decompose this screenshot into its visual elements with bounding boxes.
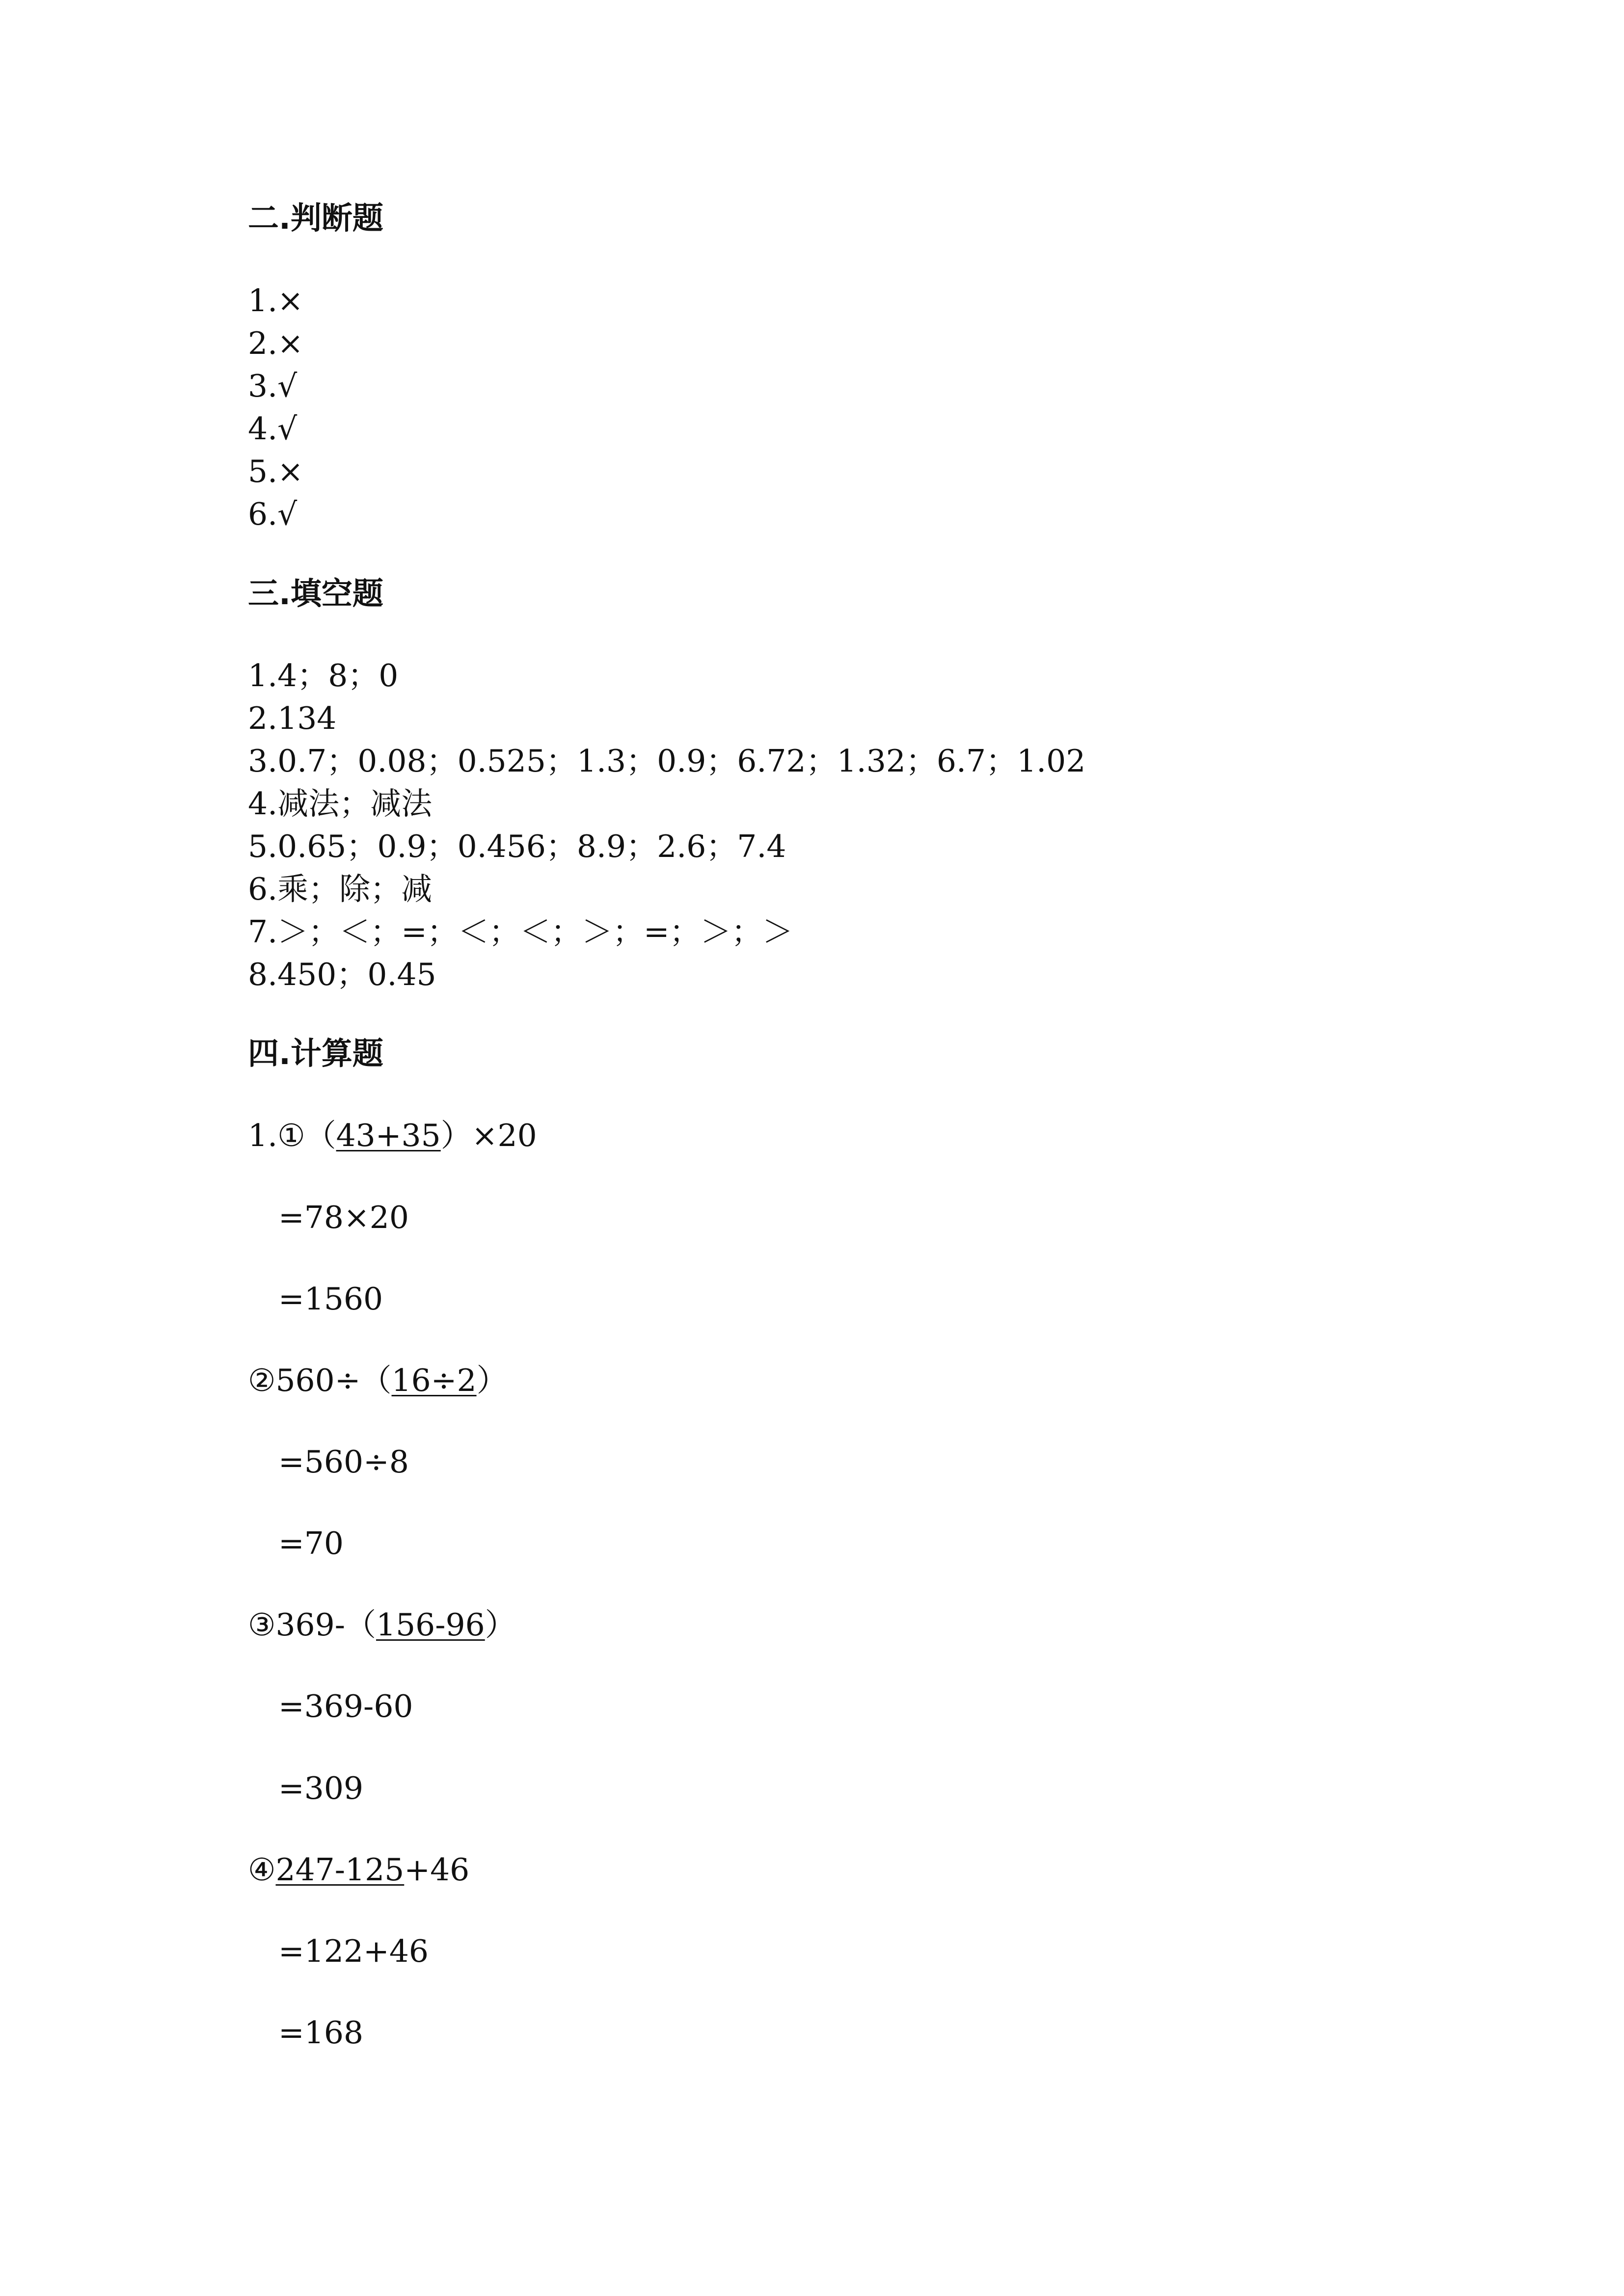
- expr-suffix: ）: [485, 1607, 516, 1643]
- section-heading-calculation: 四.计算题: [248, 1036, 383, 1071]
- calc-expression: [248, 1605, 516, 1645]
- answer-item: 8.450；0.45: [248, 957, 436, 992]
- expr-underlined: 247-125: [275, 1852, 405, 1888]
- section-heading-judgement: 二.判断题: [248, 200, 383, 236]
- calc-expression: [248, 1116, 537, 1155]
- expr-underlined: 156-96: [376, 1607, 485, 1643]
- expr-suffix: ）×20: [440, 1118, 537, 1153]
- answer-item: 2.134: [248, 700, 337, 736]
- calc-step: =70: [278, 1525, 344, 1561]
- expr-underlined: 43+35: [336, 1118, 441, 1153]
- expr-prefix: 1.①（: [248, 1118, 336, 1153]
- answer-item: 2.×: [248, 325, 303, 361]
- expr-underlined: 16÷2: [391, 1362, 477, 1398]
- calc-step: =369-60: [278, 1688, 413, 1724]
- answer-item: 3.0.7；0.08；0.525；1.3；0.9；6.72；1.32；6.7；1.02: [248, 743, 1086, 779]
- answer-item: 5.0.65；0.9；0.456；8.9；2.6；7.4: [248, 828, 786, 864]
- expr-prefix: ④: [248, 1852, 276, 1888]
- calc-step: =78×20: [278, 1200, 409, 1235]
- answer-item: 3.√: [248, 368, 298, 404]
- expr-prefix: ③369-（: [248, 1607, 377, 1643]
- answer-item: 6.乘；除；减: [248, 871, 433, 907]
- calc-expression: [248, 1850, 469, 1890]
- answer-item: 4.√: [248, 411, 298, 447]
- answer-item: 7.＞；＜；=；＜；＜；＞；=；＞；＞: [248, 914, 793, 950]
- calc-step: =309: [278, 1770, 364, 1806]
- section-heading-fill-blank: 三.填空题: [248, 576, 383, 612]
- calc-step: =560÷8: [278, 1444, 409, 1480]
- calc-step: =168: [278, 2015, 364, 2051]
- answer-item: 1.4；8；0: [248, 658, 399, 694]
- answer-item: 4.减法；减法: [248, 786, 433, 822]
- answer-item: 1.×: [248, 283, 303, 319]
- expr-prefix: ②560÷（: [248, 1362, 392, 1398]
- expr-suffix: +46: [404, 1852, 470, 1888]
- expr-suffix: ）: [476, 1362, 508, 1398]
- answer-item: 6.√: [248, 496, 298, 532]
- calc-step: =122+46: [278, 1933, 429, 1969]
- answer-item: 5.×: [248, 454, 303, 489]
- calc-expression: [248, 1361, 508, 1400]
- calc-step: =1560: [278, 1281, 383, 1317]
